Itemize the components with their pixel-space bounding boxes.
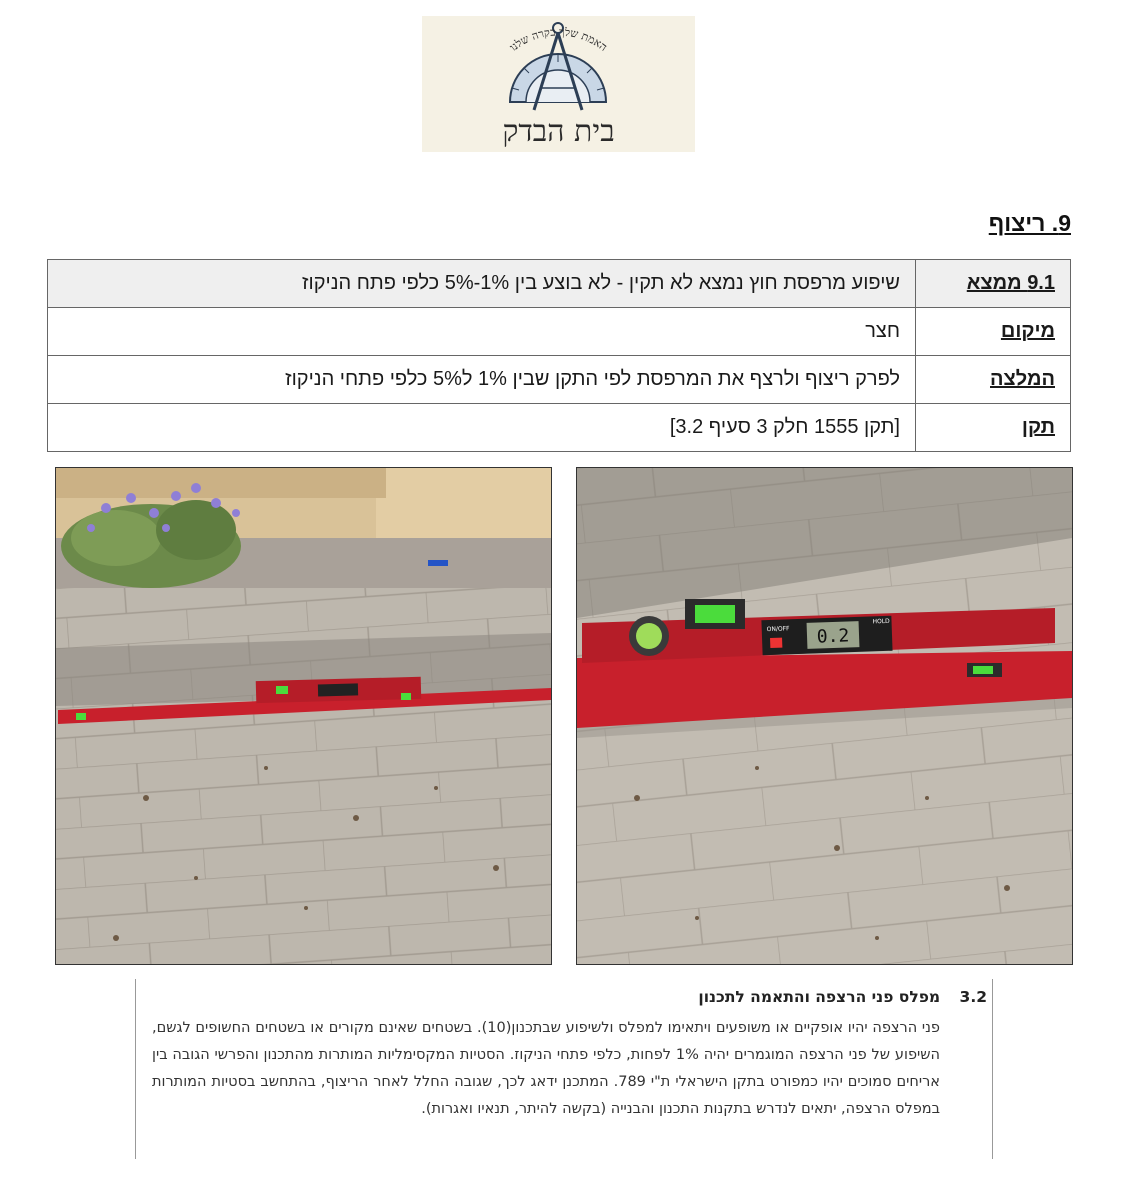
photo-yard-level [55,467,552,965]
excerpt-body: פני הרצפה יהיו אופקיים או משופעים ויתאימו למפלס ולשיפוע שבתכנון(10). בשטחים שאינם מקורים או בשטחים החשופים לגשם, השיפוע של פני הרצפה המוגמרים יהיה 1% לפחות, כלפי פתחי הניקוז. הסטיות המקסימליות המותרות מהתכנון והפרשי הגובה בין אריחים סמוכים יהיו כמפורט בתקן הישראלי ת"י 789. המתכנן ידאג לכך, שגובה החלל לאחר הריצוף, בהתחשב בסטיות המותרות במפלס הרצפה, יתאים לנדרש בתקנות התכנון והבנייה (בקשה להיתר, תנאיו ואגרות). [152,1020,940,1117]
table-row [48,356,1071,404]
findings-table [47,259,1071,452]
row-value-finding: שיפוע מרפסת חוץ נמצא לא תקין - לא בוצע בין 1%-5% כלפי פתח הניקוז [48,260,916,308]
photo-level-closeup [576,467,1073,965]
row-value-location: חצר [48,308,916,356]
svg-text:האמת שלך בקרה שלנו [507,26,609,54]
level-hold-label: HOLD [872,617,890,626]
excerpt-number: 3.2 [959,988,987,1006]
company-logo [422,16,695,152]
row-value-standard: [תקן 1555 חלק 3 סעיף 3.2] [48,404,916,452]
table-row [48,260,1071,308]
row-label-standard: תקן [916,404,1071,452]
logo-arc-text: האמת שלך בקרה שלנו [507,25,610,54]
logo-brand-text: בית הבדק [502,114,615,149]
table-row [48,308,1071,356]
excerpt-title: מפלס פני הרצפה והתאמה לתכנון [698,988,941,1006]
level-onoff-label: ON/OFF [766,625,790,634]
standard-excerpt [135,979,993,1159]
row-value-recommendation: לפרק ריצוף ולרצף את המרפסת לפי התקן שבין 1% ל5% כלפי פתחי הניקוז [48,356,916,404]
row-label-location: מיקום [916,308,1071,356]
section-title: 9. ריצוף [988,210,1071,236]
row-label-finding: 9.1 ממצא [916,260,1071,308]
table-row [48,404,1071,452]
level-display-reading: 0.2 [816,625,850,648]
excerpt-heading [698,988,987,1006]
row-label-recommendation: המלצה [916,356,1071,404]
